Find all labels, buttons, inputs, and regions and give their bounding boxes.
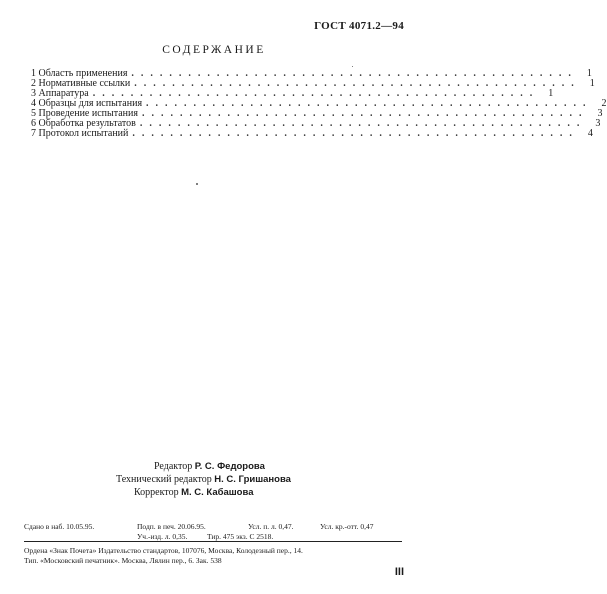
scan-speck [352,66,353,67]
publisher-footer [24,546,394,566]
toc-item-page: 3 [595,118,601,129]
toc-item-label: 6 Обработка результатов [31,118,136,129]
toc-item-label: 4 Образцы для испытания [31,98,143,109]
imprint-publisher-sheets: Уч.-изд. л. 0,35. [137,532,188,541]
toc-item-label: 7 Протокол испытаний [31,128,129,139]
footer-publisher: Ордена «Знак Почета» Издательство стандартов, 107076, Москва, Колодезный пер., 14. [24,546,303,555]
toc-leader-dots: ............................................... [134,78,581,89]
toc-leader-dots: ............................................... [139,118,587,129]
toc-leader-dots: ............................................... [131,68,578,79]
scan-speck [196,183,198,185]
toc-item-label: 5 Проведение испытания [31,108,138,119]
tech-editor-role: Технический редактор [116,474,212,485]
imprint-submitted: Сдано в наб. 10.05.95. [24,522,95,531]
table-of-contents [31,68,607,139]
credits-block [0,460,428,499]
credit-editor [154,460,582,473]
toc-leader-dots: ............................................... [146,98,593,109]
toc-item-label: 1 Область применения [31,68,128,79]
page-number: III [394,566,404,578]
footer-divider [24,541,402,542]
toc-item-page: 1 [548,88,554,99]
credit-corrector [134,486,562,499]
imprint-signed: Подп. в печ. 20.06.95. [137,522,206,531]
toc-item[interactable] [31,128,593,139]
corrector-role: Корректор [134,487,179,498]
toc-item-page: 1 [589,78,595,89]
toc-item-page: 2 [601,98,607,109]
imprint-run: Тир. 475 экз. С 2518. [207,532,274,541]
standard-number: ГОСТ 4071.2—94 [314,20,404,32]
toc-leader-dots: ............................................... [132,128,579,139]
footer-printer: Тип. «Московский печатник». Москва, Лялин пер., 6. Зак. 538 [24,556,222,565]
toc-item-page: 4 [587,128,593,139]
toc-title: СОДЕРЖАНИЕ [162,44,266,56]
editor-name: Р. С. Федорова [194,461,265,472]
imprint-color-prints: Усл. кр.-отт. 0,47 [320,522,374,531]
toc-item-label: 3 Аппаратура [31,88,89,99]
toc-item-label: 2 Нормативные ссылки [31,78,131,89]
toc-item-page: 1 [586,68,592,79]
toc-leader-dots: ............................................... [92,88,540,99]
imprint-print-sheets: Усл. п. л. 0,47. [248,522,294,531]
credit-tech-editor [116,473,544,486]
toc-leader-dots: ............................................... [141,108,589,119]
toc-item-page: 3 [597,108,603,119]
editor-role: Редактор [154,461,193,472]
corrector-name: М. С. Кабашова [181,487,254,498]
tech-editor-name: Н. С. Гришанова [214,474,291,485]
